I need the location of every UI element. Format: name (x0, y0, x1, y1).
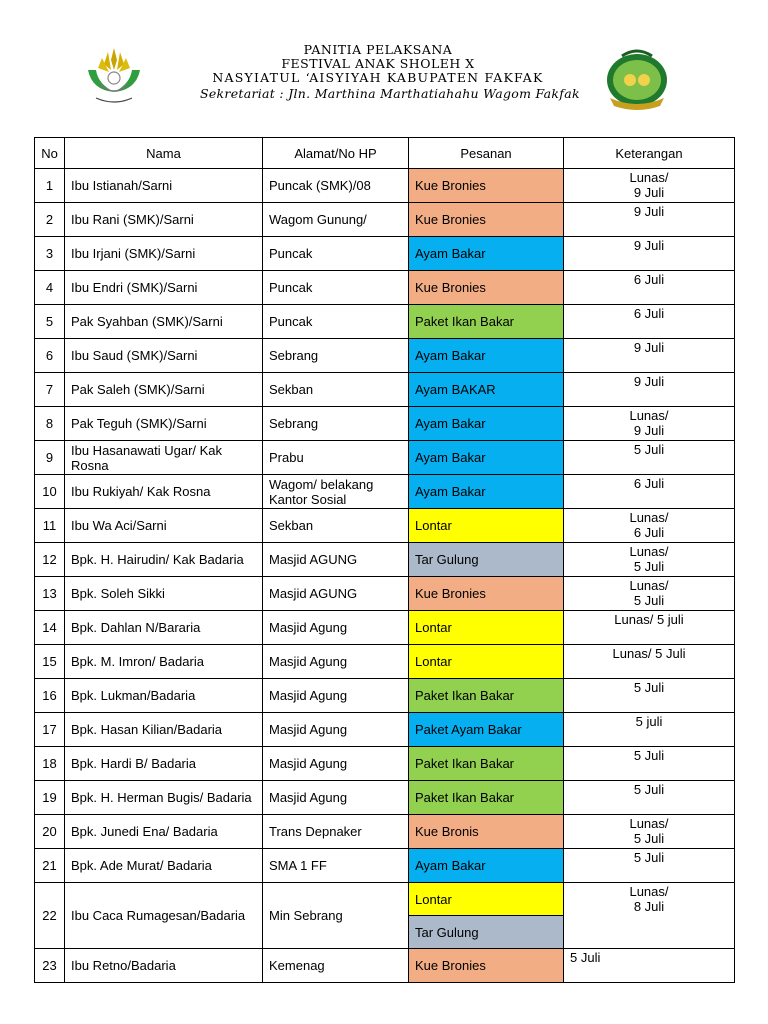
keterangan-line-1: Lunas/ (629, 816, 669, 831)
keterangan-line-1: 5 Juli (633, 850, 665, 865)
keterangan-line-2: 9 Juli (633, 185, 665, 200)
cell-keterangan (564, 305, 735, 339)
cell-alamat: Trans Depnaker (263, 815, 409, 849)
keterangan-line-1: Lunas/ (629, 884, 669, 899)
cell-pesanan: Kue Bronies (409, 203, 564, 237)
col-header-alamat: Alamat/No HP (263, 138, 409, 169)
cell-no: 4 (35, 271, 65, 305)
cell-nama: Bpk. H. Herman Bugis/ Badaria (65, 781, 263, 815)
cell-no: 16 (35, 679, 65, 713)
festival-title: FESTIVAL ANAK SHOLEH X (281, 56, 475, 71)
cell-keterangan (564, 713, 735, 747)
table-row (35, 577, 735, 611)
cell-keterangan (564, 747, 735, 781)
keterangan-line-1: 6 Juli (633, 476, 665, 491)
cell-nama: Ibu Endri (SMK)/Sarni (65, 271, 263, 305)
nasyiatul-logo-left (78, 40, 150, 112)
keterangan-line-1: Lunas/ 5 Juli (612, 646, 686, 661)
cell-pesanan: Kue Bronies (409, 949, 564, 983)
cell-nama: Ibu Rukiyah/ Kak Rosna (65, 475, 263, 509)
cell-nama: Ibu Rani (SMK)/Sarni (65, 203, 263, 237)
table-row (35, 747, 735, 781)
cell-alamat: Kemenag (263, 949, 409, 983)
table-row (35, 169, 735, 203)
table-row (35, 781, 735, 815)
table-row (35, 475, 735, 509)
cell-no: 18 (35, 747, 65, 781)
cell-pesanan: Tar Gulung (409, 916, 564, 949)
table-row (35, 611, 735, 645)
cell-keterangan (564, 441, 735, 475)
letterhead (0, 0, 768, 130)
cell-nama: Pak Syahban (SMK)/Sarni (65, 305, 263, 339)
cell-keterangan (564, 203, 735, 237)
cell-no: 20 (35, 815, 65, 849)
cell-pesanan: Ayam Bakar (409, 237, 564, 271)
cell-no: 19 (35, 781, 65, 815)
cell-no: 15 (35, 645, 65, 679)
cell-nama: Ibu Hasanawati Ugar/ Kak Rosna (65, 441, 263, 475)
table-row (35, 203, 735, 237)
cell-pesanan: Ayam BAKAR (409, 373, 564, 407)
table-row (35, 543, 735, 577)
cell-keterangan (564, 169, 735, 203)
table-row (35, 237, 735, 271)
cell-keterangan (564, 475, 735, 509)
keterangan-line-2: 8 Juli (633, 899, 665, 914)
cell-keterangan (564, 883, 735, 949)
cell-keterangan (564, 407, 735, 441)
festival-logo-right (600, 44, 674, 116)
table-row (35, 407, 735, 441)
cell-nama: Ibu Wa Aci/Sarni (65, 509, 263, 543)
keterangan-line-1: Lunas/ (629, 544, 669, 559)
cell-keterangan (564, 781, 735, 815)
cell-pesanan: Paket Ayam Bakar (409, 713, 564, 747)
cell-alamat: Masjid Agung (263, 781, 409, 815)
cell-nama: Bpk. Hardi B/ Badaria (65, 747, 263, 781)
table-row (35, 815, 735, 849)
table-row (35, 713, 735, 747)
keterangan-line-2: 6 Juli (633, 525, 665, 540)
cell-no: 21 (35, 849, 65, 883)
cell-keterangan (564, 815, 735, 849)
cell-no: 13 (35, 577, 65, 611)
cell-no: 3 (35, 237, 65, 271)
cell-alamat: Puncak (263, 305, 409, 339)
cell-no: 11 (35, 509, 65, 543)
cell-nama: Pak Saleh (SMK)/Sarni (65, 373, 263, 407)
keterangan-line-1: Lunas/ (629, 170, 669, 185)
cell-pesanan: Ayam Bakar (409, 339, 564, 373)
cell-nama: Pak Teguh (SMK)/Sarni (65, 407, 263, 441)
table-row (35, 305, 735, 339)
table-row (35, 883, 735, 916)
keterangan-line-1: Lunas/ (629, 408, 669, 423)
cell-no: 12 (35, 543, 65, 577)
cell-nama: Bpk. Lukman/Badaria (65, 679, 263, 713)
cell-nama: Bpk. H. Hairudin/ Kak Badaria (65, 543, 263, 577)
cell-pesanan: Paket Ikan Bakar (409, 747, 564, 781)
cell-alamat: Masjid Agung (263, 679, 409, 713)
table-row (35, 849, 735, 883)
cell-pesanan: Kue Bronies (409, 271, 564, 305)
cell-pesanan: Kue Bronies (409, 577, 564, 611)
table-row (35, 441, 735, 475)
cell-no: 9 (35, 441, 65, 475)
cell-keterangan (564, 373, 735, 407)
cell-pesanan: Kue Bronies (409, 169, 564, 203)
col-header-keterangan: Keterangan (564, 138, 735, 169)
cell-pesanan: Ayam Bakar (409, 475, 564, 509)
cell-pesanan: Lontar (409, 645, 564, 679)
cell-keterangan (564, 577, 735, 611)
cell-no: 23 (35, 949, 65, 983)
cell-no: 14 (35, 611, 65, 645)
cell-pesanan: Lontar (409, 611, 564, 645)
cell-nama: Bpk. Soleh Sikki (65, 577, 263, 611)
cell-alamat: Masjid Agung (263, 747, 409, 781)
col-header-pesanan: Pesanan (409, 138, 564, 169)
cell-alamat: Sekban (263, 509, 409, 543)
secretariat-address: Sekretariat : Jln. Marthina Marthatiahahu Wagom Fakfak (200, 86, 580, 101)
cell-keterangan (564, 949, 735, 983)
keterangan-line-1: 5 Juli (633, 442, 665, 457)
cell-nama: Ibu Istianah/Sarni (65, 169, 263, 203)
cell-pesanan: Tar Gulung (409, 543, 564, 577)
cell-alamat: Wagom/ belakang Kantor Sosial (263, 475, 409, 509)
table-row (35, 645, 735, 679)
cell-keterangan (564, 679, 735, 713)
col-header-no: No (35, 138, 65, 169)
cell-nama: Bpk. Dahlan N/Bararia (65, 611, 263, 645)
cell-keterangan (564, 543, 735, 577)
cell-pesanan: Ayam Bakar (409, 441, 564, 475)
cell-pesanan: Ayam Bakar (409, 849, 564, 883)
cell-nama: Ibu Retno/Badaria (65, 949, 263, 983)
keterangan-line-1: Lunas/ (629, 578, 669, 593)
cell-nama: Ibu Caca Rumagesan/Badaria (65, 883, 263, 949)
keterangan-line-1: 9 Juli (633, 374, 665, 389)
cell-no: 7 (35, 373, 65, 407)
cell-keterangan (564, 645, 735, 679)
cell-pesanan: Ayam Bakar (409, 407, 564, 441)
cell-alamat: Puncak (SMK)/08 (263, 169, 409, 203)
table-row (35, 679, 735, 713)
keterangan-line-2: 9 Juli (633, 423, 665, 438)
cell-alamat: Prabu (263, 441, 409, 475)
keterangan-line-1: 9 Juli (633, 340, 665, 355)
cell-alamat: Sebrang (263, 339, 409, 373)
cell-alamat: Sekban (263, 373, 409, 407)
cell-pesanan: Paket Ikan Bakar (409, 781, 564, 815)
cell-no: 22 (35, 883, 65, 949)
keterangan-line-1: 5 Juli (633, 680, 665, 695)
cell-keterangan (564, 271, 735, 305)
cell-pesanan: Kue Bronis (409, 815, 564, 849)
cell-nama: Bpk. Ade Murat/ Badaria (65, 849, 263, 883)
cell-nama: Bpk. Hasan Kilian/Badaria (65, 713, 263, 747)
keterangan-line-2: 5 Juli (633, 559, 665, 574)
cell-nama: Bpk. Junedi Ena/ Badaria (65, 815, 263, 849)
cell-no: 6 (35, 339, 65, 373)
keterangan-line-1: 5 Juli (633, 748, 665, 763)
keterangan-line-1: Lunas/ 5 juli (614, 612, 684, 627)
cell-nama: Ibu Irjani (SMK)/Sarni (65, 237, 263, 271)
cell-no: 17 (35, 713, 65, 747)
keterangan-line-1: Lunas/ (629, 510, 669, 525)
cell-pesanan: Lontar (409, 509, 564, 543)
keterangan-line-1: 5 Juli (633, 782, 665, 797)
cell-pesanan: Lontar (409, 883, 564, 916)
cell-no: 1 (35, 169, 65, 203)
cell-alamat: Puncak (263, 271, 409, 305)
keterangan-line-1: 5 Juli (570, 950, 601, 965)
col-header-nama: Nama (65, 138, 263, 169)
cell-alamat: Min Sebrang (263, 883, 409, 949)
cell-nama: Ibu Saud (SMK)/Sarni (65, 339, 263, 373)
cell-pesanan: Paket Ikan Bakar (409, 679, 564, 713)
keterangan-line-1: 5 juli (635, 714, 663, 729)
cell-alamat: Masjid Agung (263, 713, 409, 747)
cell-keterangan (564, 611, 735, 645)
cell-no: 2 (35, 203, 65, 237)
cell-no: 8 (35, 407, 65, 441)
cell-alamat: Masjid AGUNG (263, 543, 409, 577)
table-header-row (35, 138, 735, 169)
cell-keterangan (564, 849, 735, 883)
organization-title: NASYIATUL ‘AISYIYAH KABUPATEN FAKFAK (212, 70, 544, 85)
keterangan-line-1: 9 Juli (633, 238, 665, 253)
table-row (35, 509, 735, 543)
cell-nama: Bpk. M. Imron/ Badaria (65, 645, 263, 679)
cell-no: 5 (35, 305, 65, 339)
keterangan-line-2: 5 Juli (633, 831, 665, 846)
keterangan-line-1: 6 Juli (633, 306, 665, 321)
keterangan-line-1: 9 Juli (633, 204, 665, 219)
table-row (35, 949, 735, 983)
cell-alamat: Masjid Agung (263, 645, 409, 679)
keterangan-line-2: 5 Juli (633, 593, 665, 608)
cell-alamat: Puncak (263, 237, 409, 271)
table-row (35, 271, 735, 305)
table-row (35, 339, 735, 373)
cell-keterangan (564, 509, 735, 543)
cell-alamat: SMA 1 FF (263, 849, 409, 883)
committee-title: PANITIA PELAKSANA (303, 42, 453, 57)
cell-keterangan (564, 237, 735, 271)
cell-alamat: Sebrang (263, 407, 409, 441)
cell-no: 10 (35, 475, 65, 509)
keterangan-line-1: 6 Juli (633, 272, 665, 287)
table-row (35, 373, 735, 407)
order-table (34, 137, 735, 983)
cell-alamat: Wagom Gunung/ (263, 203, 409, 237)
cell-alamat: Masjid Agung (263, 611, 409, 645)
cell-alamat: Masjid AGUNG (263, 577, 409, 611)
cell-keterangan (564, 339, 735, 373)
cell-pesanan: Paket Ikan Bakar (409, 305, 564, 339)
